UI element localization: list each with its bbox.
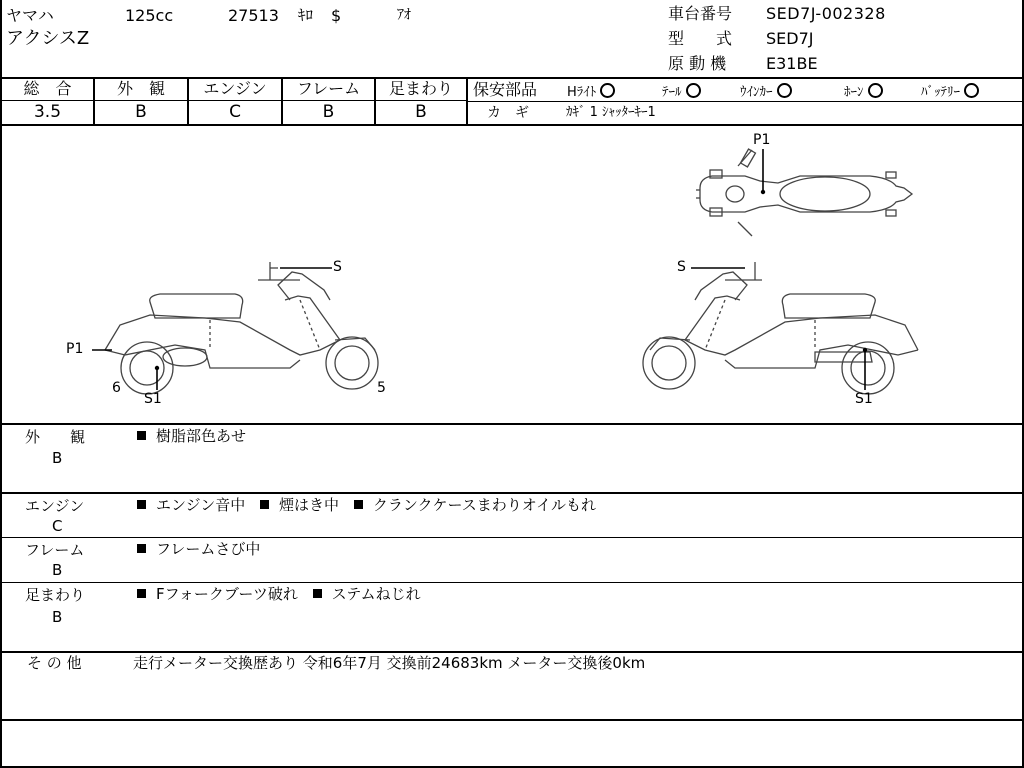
remark-suspension-items: Fフォークブーツ破れ ステムねじれ <box>137 587 421 602</box>
grade-suspension-label: 足まわり <box>388 79 453 98</box>
label-right-s: S <box>677 259 686 275</box>
grade-appearance-label: 外 観 <box>116 79 165 98</box>
ok-circle-icon <box>686 83 701 98</box>
maker-name: ヤマハ <box>6 6 54 25</box>
scooter-right-view <box>643 259 918 394</box>
safety-horn: ﾎｰﾝ <box>844 83 883 99</box>
lot-number: 27513 <box>228 6 279 25</box>
lot-suffix: ｷﾛ <box>298 6 314 24</box>
remark-appearance-label: 外 観 <box>25 428 86 446</box>
color: ｱｵ <box>397 7 411 23</box>
grade-frame-value: B <box>322 102 335 122</box>
mark: $ <box>331 6 342 25</box>
remark-other-label: そ の 他 <box>27 654 82 672</box>
remark-suspension-label: 足まわり <box>25 586 86 604</box>
label-left-p1: P1 <box>66 341 84 357</box>
grade-total-value: 3.5 <box>33 102 62 122</box>
ok-circle-icon <box>868 83 883 98</box>
key-value: ｶｷﾞ 1 ｼｬｯﾀｰｷｰ1 <box>566 105 656 120</box>
remark-engine-grade: C <box>52 517 63 535</box>
ok-circle-icon <box>777 83 792 98</box>
bullet-square-icon <box>137 431 146 440</box>
safety-battery: ﾊﾞｯﾃﾘｰ <box>921 83 979 99</box>
chassis-label: 車台番号 <box>668 4 733 23</box>
bullet-square-icon <box>137 544 146 553</box>
type-label: 型 式 <box>668 29 733 48</box>
engine-code-label: 原 動 機 <box>668 54 727 73</box>
scooter-left-view <box>105 259 378 394</box>
ok-circle-icon <box>964 83 979 98</box>
remark-suspension-grade: B <box>52 608 63 626</box>
bullet-square-icon <box>354 500 363 509</box>
ok-circle-icon <box>600 83 615 98</box>
grade-engine-value: C <box>229 102 241 122</box>
remark-other-text: 走行メーター交換歴あり 令和6年7月 交換前24683km メーター交換後0km <box>133 654 646 672</box>
grade-engine-label: エンジン <box>203 79 267 98</box>
remark-engine-label: エンジン <box>25 497 85 515</box>
displacement: 125cc <box>125 6 174 25</box>
grade-appearance-value: B <box>135 102 147 122</box>
chassis-value: SED7J-002328 <box>766 4 886 23</box>
label-right-s1: S1 <box>855 391 873 407</box>
remark-frame-items: フレームさび中 <box>137 542 260 557</box>
remark-appearance-grade: B <box>52 449 63 467</box>
safety-tail: ﾃｰﾙ <box>662 83 701 99</box>
scooter-top-view <box>696 149 912 236</box>
remark-engine-items: エンジン音中 煙はき中 クランクケースまわりオイルもれ <box>137 498 596 513</box>
type-value: SED7J <box>766 29 814 48</box>
safety-winker: ｳｲﾝｶｰ <box>740 83 792 99</box>
remark-appearance-items: 樹脂部色あせ <box>137 429 246 444</box>
grade-total-label: 総 合 <box>23 79 72 98</box>
safety-headlight: Hﾗｲﾄ <box>567 83 615 99</box>
label-left-5: 5 <box>377 380 386 396</box>
grade-suspension-value: B <box>415 102 427 122</box>
remark-frame-grade: B <box>52 561 63 579</box>
safety-label: 保安部品 <box>473 80 538 99</box>
bullet-square-icon <box>260 500 269 509</box>
label-left-s1: S1 <box>144 391 162 407</box>
key-label: カ ギ <box>487 105 529 121</box>
label-top-p1: P1 <box>753 132 771 148</box>
model-name: アクシスZ <box>6 28 90 49</box>
grade-frame-label: フレーム <box>296 79 361 98</box>
remark-frame-label: フレーム <box>25 541 85 559</box>
bullet-square-icon <box>313 589 322 598</box>
engine-code-value: E31BE <box>766 54 818 73</box>
label-left-6: 6 <box>112 380 121 396</box>
label-left-s: S <box>333 259 342 275</box>
bullet-square-icon <box>137 500 146 509</box>
bullet-square-icon <box>137 589 146 598</box>
